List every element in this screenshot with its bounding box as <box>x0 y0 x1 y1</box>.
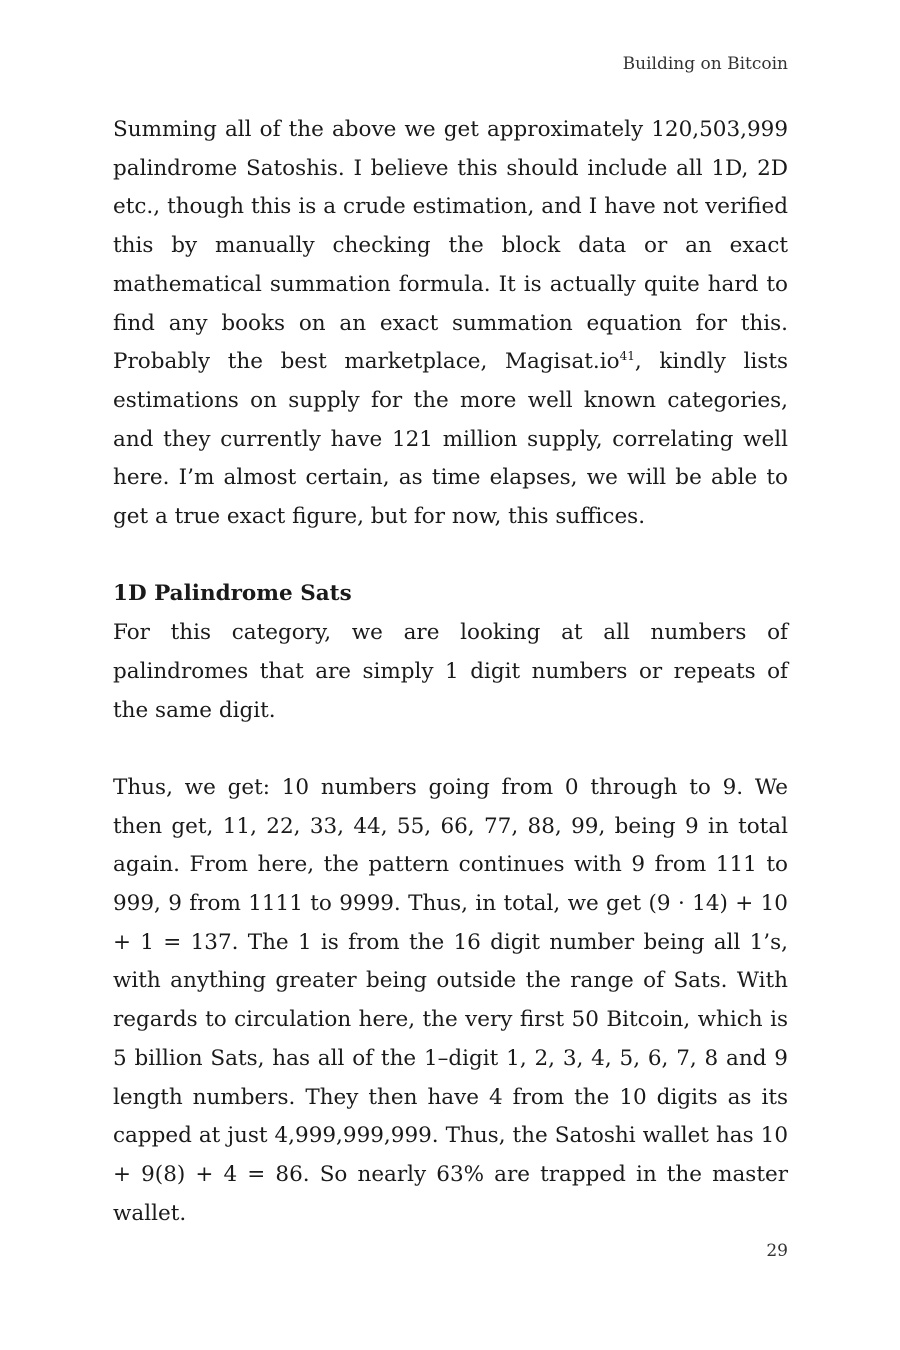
paragraph-category-detail: Thus, we get: 10 numbers going from 0 through to 9. We then get, 11, 22, 33, 44, 55, 66, 77, 88, 99, being 9 in total again. From here, the pattern continues with 9 from 111 to 999, 9 from 1111 to 9999. Thus, in total, we get (9 · 14) + 10 + 1 = 137. The 1 is from the 16 digit number being all 1’s, with anything greater being outside the range of Sats. With regards to circulation here, the very first 50 Bitcoin, which is 5 billion Sats, has all of the 1–digit 1, 2, 3, 4, 5, 6, 7, 8 and 9 length numbers. They then have 4 from the 10 digits as its capped at just 4,999,999,999. Thus, the Satoshi wallet has 10 + 9(8) + 4 = 86. So nearly 63% are trapped in the master wallet. <box>113 774 788 1226</box>
page-number: 29 <box>766 1241 788 1261</box>
paragraph-summary-text-b: , kindly lists estimations on supply for the more well known categories, and they currently have 121 million supply, correlating well here. I’m almost certain, as time elapses, we will be able to get a true exact figure, but for now, this suffices. <box>113 349 789 530</box>
footnote-reference[interactable]: 41 <box>619 349 635 364</box>
section-heading: 1D Palindrome Sats <box>113 581 352 607</box>
running-header: Building on Bitcoin <box>622 54 788 74</box>
paragraph-summary-text-a: Summing all of the above we get approximately 120,503,999 palindrome Satoshis. I believe this should include all 1D, 2D etc., though this is a crude estimation, and I have not verified this by manually checking the block data or an exact mathematical summation formula. It is actually quite hard to find any books on an exact summation equation for this. Probably the best marketplace, Magisat.io <box>113 117 788 375</box>
paragraph-category-intro: For this category, we are looking at all numbers of palindromes that are simply 1 digit numbers or repeats of the same digit. <box>113 620 788 723</box>
page-body <box>113 111 788 1233</box>
paragraph-summary <box>113 111 788 537</box>
